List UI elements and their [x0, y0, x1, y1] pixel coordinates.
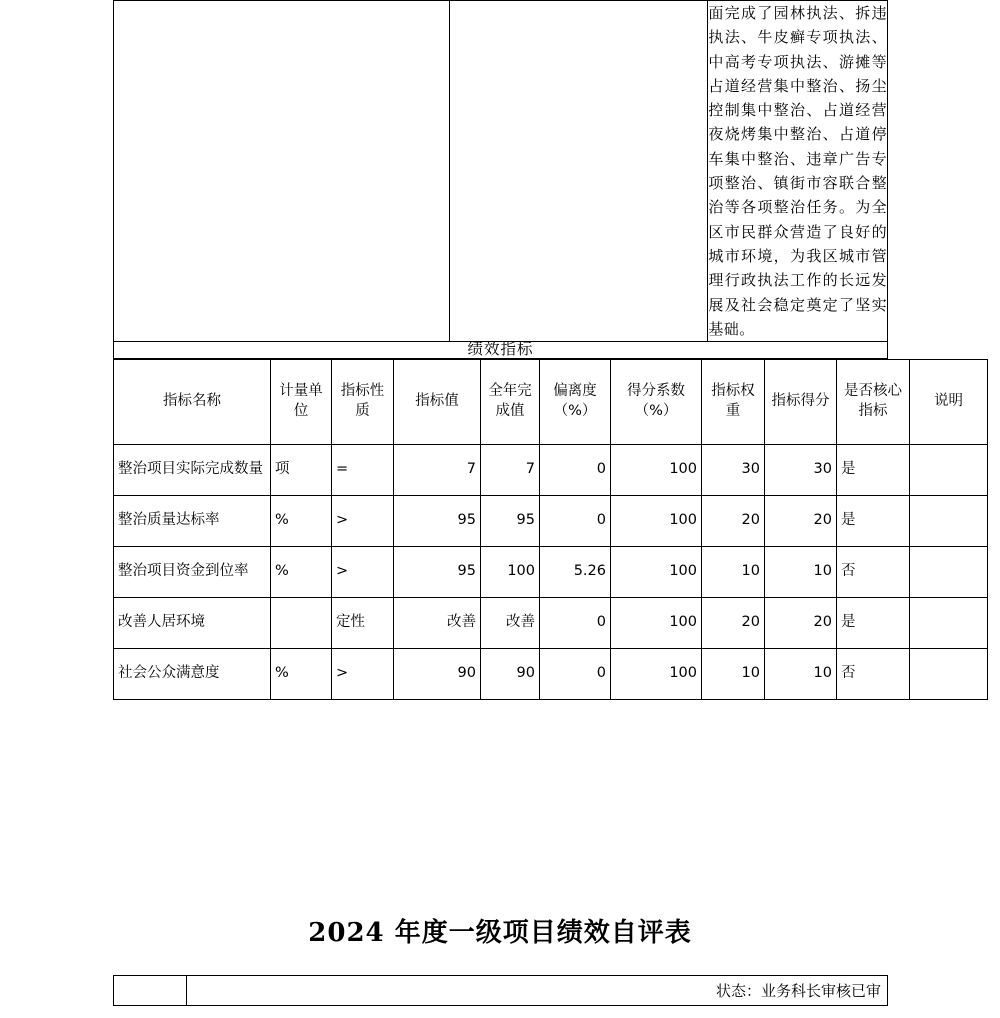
cell-value: 90	[394, 648, 481, 699]
cell-value: 95	[394, 546, 481, 597]
cell-year-done: 95	[481, 495, 540, 546]
cell-score: 10	[765, 546, 837, 597]
header-deviation	[540, 359, 611, 444]
narrative-row	[114, 1, 888, 342]
header-deviation-label: 偏离度（%）	[553, 383, 597, 419]
cell-unit: %	[271, 546, 332, 597]
performance-indicator-banner: 绩效指标	[114, 342, 888, 359]
cell-indicator-name: 社会公众满意度	[114, 648, 271, 699]
header-coefficient	[611, 359, 702, 444]
table-row	[114, 546, 988, 597]
header-coefficient-label: 得分系数（%）	[627, 383, 685, 419]
cell-nature: >	[332, 495, 394, 546]
cell-score: 20	[765, 597, 837, 648]
banner-row	[114, 342, 888, 359]
cell-indicator-name: 整治项目实际完成数量	[114, 444, 271, 495]
cell-value: 95	[394, 495, 481, 546]
header-core-indicator-label: 是否核心指标	[844, 383, 902, 419]
cell-note	[910, 495, 988, 546]
cell-nature: >	[332, 546, 394, 597]
cell-weight: 20	[702, 597, 765, 648]
cell-year-done: 90	[481, 648, 540, 699]
cell-nature: 定性	[332, 597, 394, 648]
indicator-header-row	[114, 359, 988, 444]
table-row	[114, 648, 988, 699]
header-weight	[702, 359, 765, 444]
header-indicator-name: 指标名称	[114, 359, 271, 444]
cell-value: 改善	[394, 597, 481, 648]
status-badge: 状态：业务科长审核已审	[187, 976, 888, 1006]
cell-indicator-name: 整治质量达标率	[114, 495, 271, 546]
cell-coefficient: 100	[611, 546, 702, 597]
indicator-table	[113, 359, 988, 700]
header-core-indicator	[837, 359, 910, 444]
cell-unit	[271, 597, 332, 648]
cell-indicator-name: 改善人居环境	[114, 597, 271, 648]
cell-unit: %	[271, 495, 332, 546]
cell-core: 是	[837, 444, 910, 495]
self-evaluation-table	[113, 975, 888, 1006]
page-title: 2024 年度一级项目绩效自评表	[308, 918, 692, 948]
cell-note	[910, 444, 988, 495]
table-row	[114, 597, 988, 648]
cell-coefficient: 100	[611, 444, 702, 495]
status-left-cell	[114, 976, 187, 1006]
header-weight-label: 指标权重	[711, 383, 755, 419]
cell-note	[910, 546, 988, 597]
cell-year-done: 100	[481, 546, 540, 597]
cell-nature: =	[332, 444, 394, 495]
cell-note	[910, 648, 988, 699]
cell-year-done: 改善	[481, 597, 540, 648]
header-unit	[271, 359, 332, 444]
header-year-done	[481, 359, 540, 444]
header-note: 说明	[910, 359, 988, 444]
header-nature-label: 指标性质	[340, 383, 385, 419]
cell-weight: 10	[702, 546, 765, 597]
cell-coefficient: 100	[611, 597, 702, 648]
cell-unit: %	[271, 648, 332, 699]
cell-year-done: 7	[481, 444, 540, 495]
cell-score: 10	[765, 648, 837, 699]
cell-note	[910, 597, 988, 648]
status-row	[114, 976, 888, 1006]
cell-weight: 20	[702, 495, 765, 546]
narrative-text: 面完成了园林执法、拆违执法、牛皮癣专项执法、中高考专项执法、游摊等占道经营集中整治、扬尘控制集中整治、占道经营夜烧烤集中整治、占道停车集中整治、违章广告专项整治、镇街市容联合整治等各项整治任务。为全区市民群众营造了良好的城市环境，为我区城市管理行政执法工作的长远发展及社会稳定奠定了坚实基础。	[708, 4, 887, 338]
cell-deviation: 0	[540, 648, 611, 699]
header-score	[765, 359, 837, 444]
cell-core: 否	[837, 546, 910, 597]
narrative-blank-cell-2	[450, 1, 708, 342]
table-row	[114, 495, 988, 546]
header-score-label: 指标得分	[771, 392, 830, 409]
table-row	[114, 444, 988, 495]
performance-table-container	[113, 0, 963, 700]
cell-core: 是	[837, 495, 910, 546]
cell-score: 20	[765, 495, 837, 546]
cell-deviation: 0	[540, 597, 611, 648]
header-indicator-value: 指标值	[394, 359, 481, 444]
cell-weight: 30	[702, 444, 765, 495]
cell-score: 30	[765, 444, 837, 495]
cell-deviation: 0	[540, 444, 611, 495]
header-year-done-label: 全年完成值	[488, 383, 532, 419]
cell-unit: 项	[271, 444, 332, 495]
cell-nature: >	[332, 648, 394, 699]
header-nature	[332, 359, 394, 444]
cell-coefficient: 100	[611, 495, 702, 546]
header-unit-label: 计量单位	[279, 383, 323, 419]
cell-indicator-name: 整治项目资金到位率	[114, 546, 271, 597]
cell-weight: 10	[702, 648, 765, 699]
cell-deviation: 5.26	[540, 546, 611, 597]
narrative-blank-cell-1	[114, 1, 450, 342]
self-evaluation-table-container	[113, 975, 888, 1006]
cell-deviation: 0	[540, 495, 611, 546]
cell-value: 7	[394, 444, 481, 495]
continuation-table	[113, 0, 888, 359]
cell-coefficient: 100	[611, 648, 702, 699]
narrative-text-cell	[708, 1, 888, 342]
cell-core: 是	[837, 597, 910, 648]
cell-core: 否	[837, 648, 910, 699]
